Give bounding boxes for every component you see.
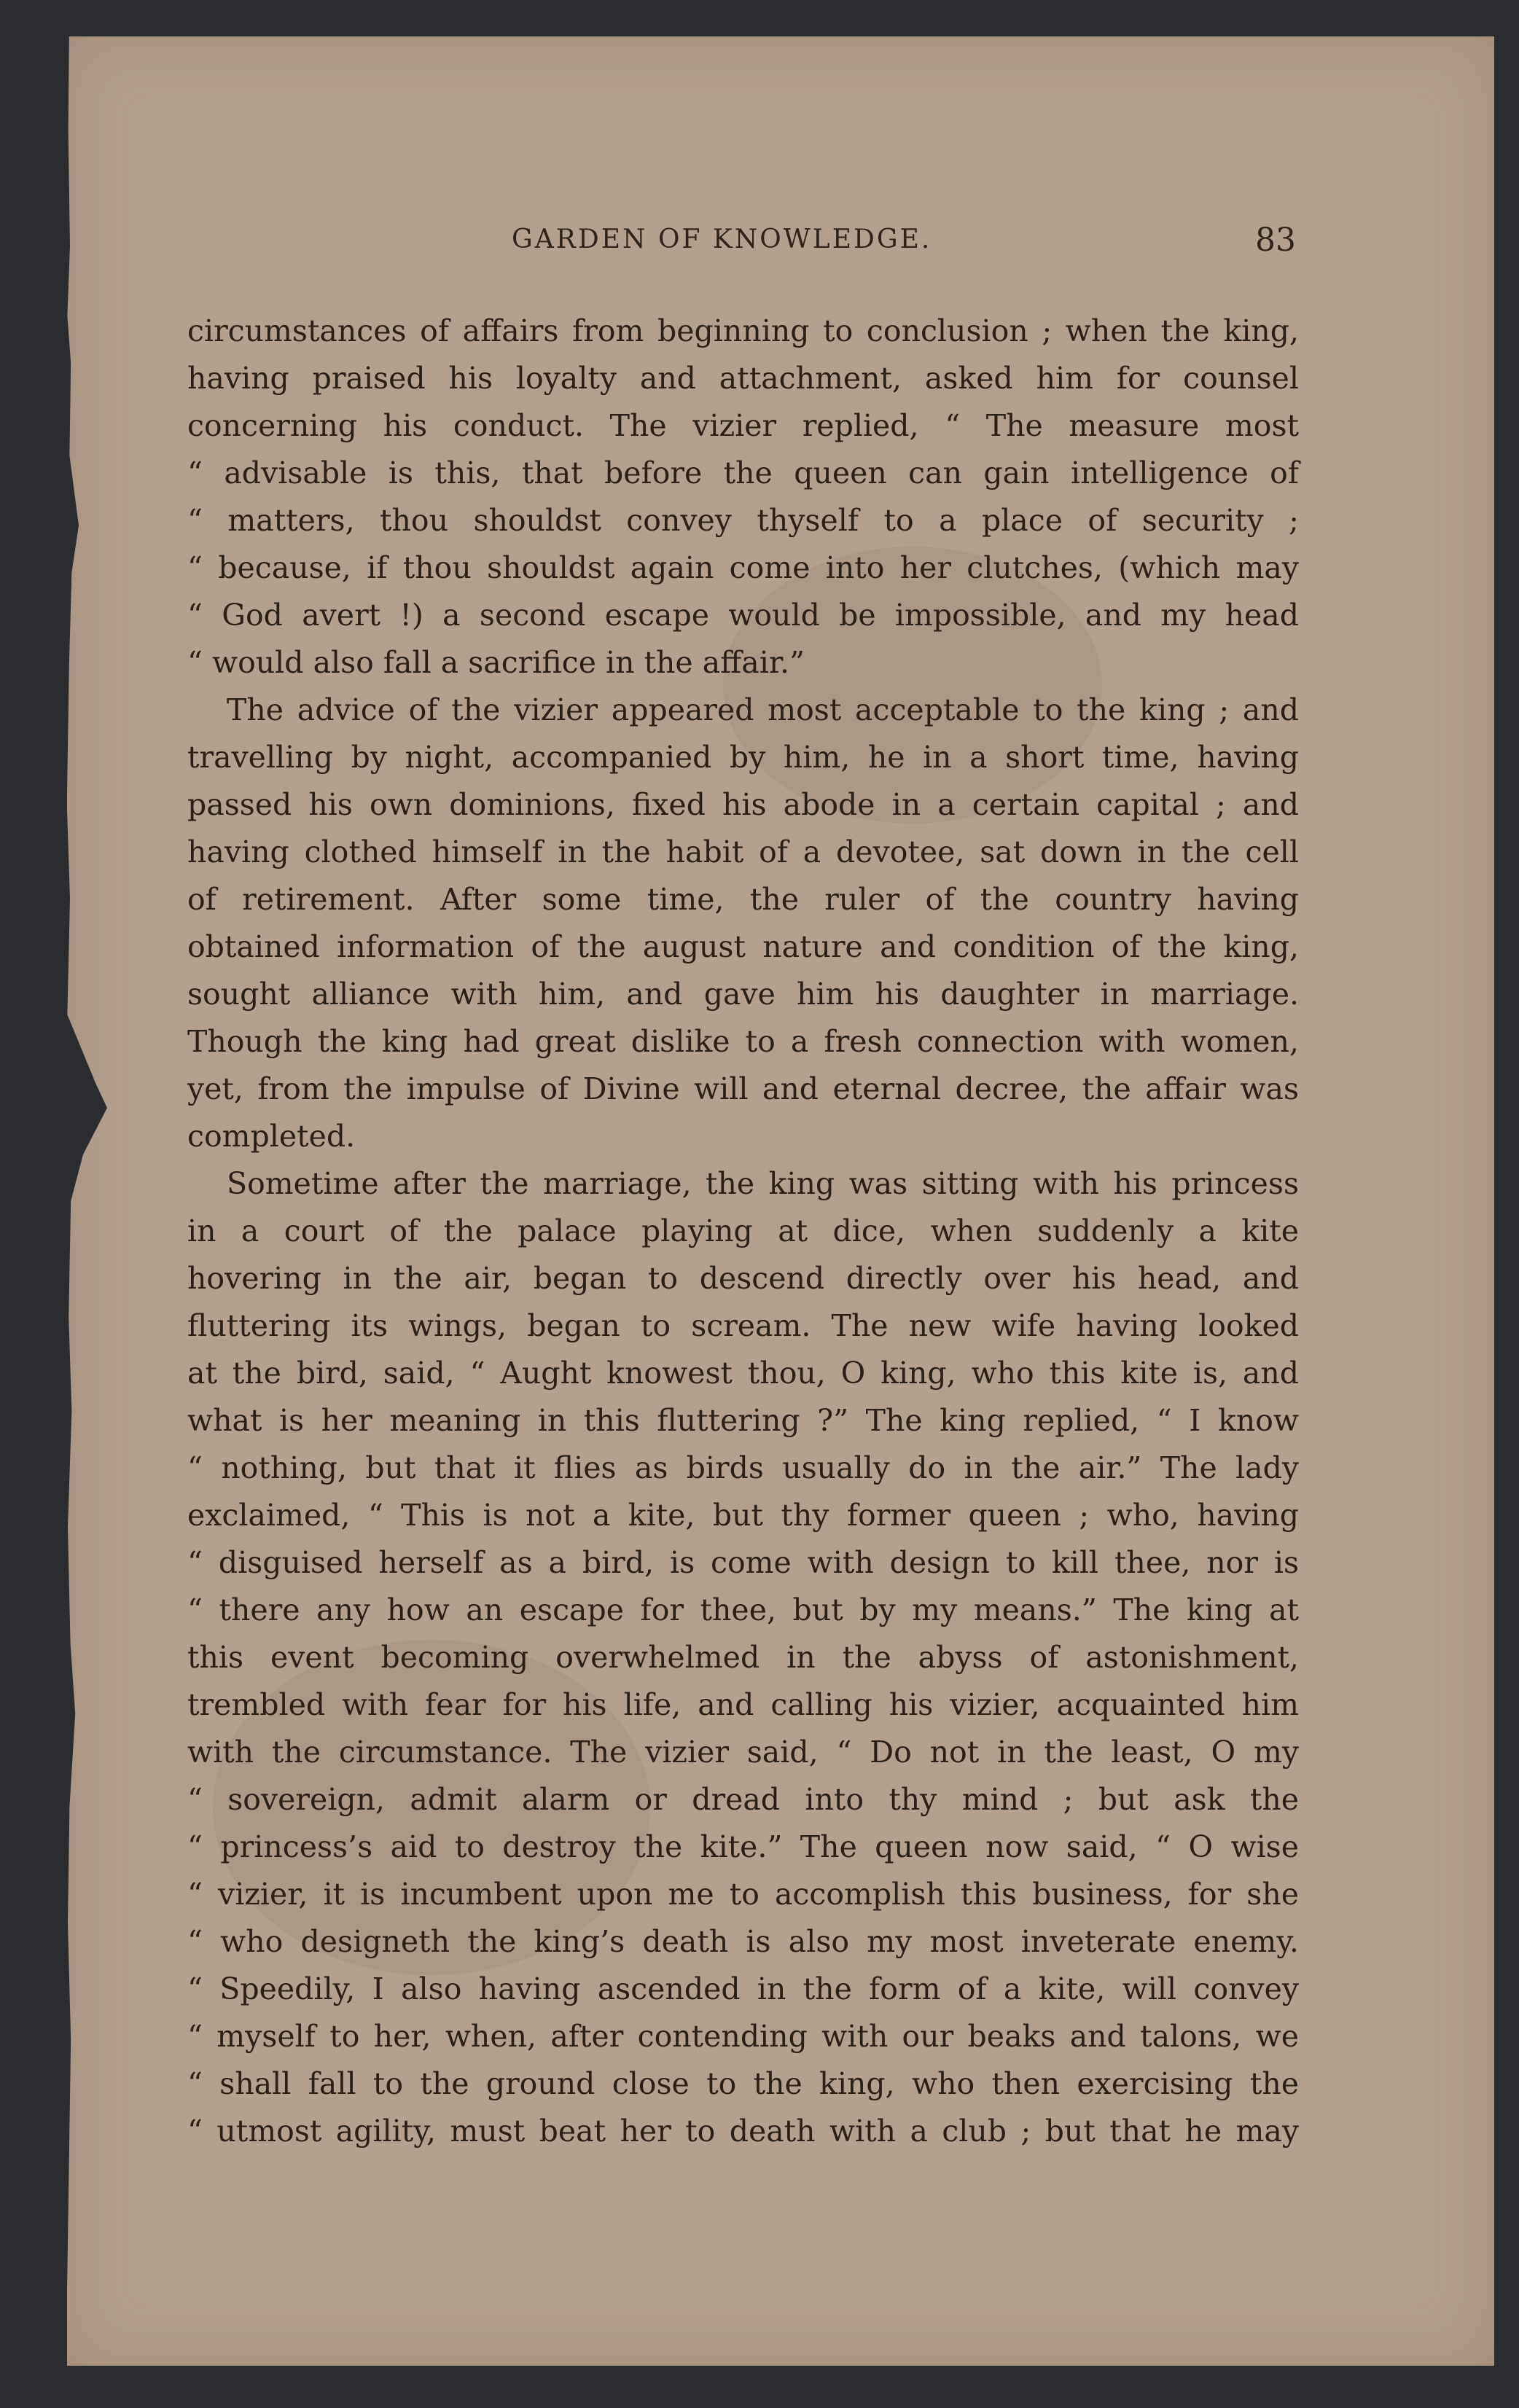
text-line: “ princess’s aid to destroy the kite.” The queen now said, “ O wise <box>187 1829 1299 1864</box>
text-line: “ God avert !) a second escape would be impossible, and my head <box>187 598 1299 633</box>
text-line: “ who designeth the king’s death is also my most inveterate enemy. <box>187 1924 1299 1959</box>
text-line: The advice of the vizier appeared most acceptable to the king ; and <box>227 692 1299 727</box>
text-line: Sometime after the marriage, the king was sitting with his princess <box>227 1166 1299 1201</box>
text-line: in a court of the palace playing at dice, when suddenly a kite <box>187 1213 1299 1248</box>
text-line: fluttering its wings, began to scream. The new wife having looked <box>187 1308 1299 1343</box>
text-line: “ matters, thou shouldst convey thyself to a place of security ; <box>187 503 1299 538</box>
text-line: “ disguised herself as a bird, is come with design to kill thee, nor is <box>187 1545 1299 1580</box>
text-line: “ myself to her, when, after contending with our beaks and talons, we <box>187 2019 1299 2054</box>
text-line: Though the king had great dislike to a fresh connection with women, <box>187 1024 1299 1059</box>
text-line: “ shall fall to the ground close to the king, who then exercising the <box>187 2066 1299 2101</box>
text-line: “ advisable is this, that before the queen can gain intelligence of <box>187 456 1299 490</box>
text-line: travelling by night, accompanied by him, he in a short time, having <box>187 740 1299 775</box>
text-line: this event becoming overwhelmed in the abyss of astonishment, <box>187 1640 1299 1675</box>
text-line: concerning his conduct. The vizier replied, “ The measure most <box>187 408 1299 443</box>
text-line: passed his own dominions, fixed his abode in a certain capital ; and <box>187 787 1299 822</box>
page-header <box>67 224 1494 275</box>
text-line: having praised his loyalty and attachment, asked him for counsel <box>187 361 1299 396</box>
text-line: at the bird, said, “ Aught knowest thou, O king, who this kite is, and <box>187 1356 1299 1391</box>
text-line: “ Speedily, I also having ascended in the form of a kite, will convey <box>187 1971 1299 2006</box>
text-line: “ utmost agility, must beat her to death with a club ; but that he may <box>187 2114 1299 2149</box>
running-head: GARDEN OF KNOWLEDGE. <box>512 224 932 254</box>
text-line: yet, from the impulse of Divine will and eternal decree, the affair was <box>187 1071 1299 1106</box>
text-line: exclaimed, “ This is not a kite, but thy former queen ; who, having <box>187 1498 1299 1533</box>
text-line: having clothed himself in the habit of a devotee, sat down in the cell <box>187 834 1299 869</box>
text-line: with the circumstance. The vizier said, “ Do not in the least, O my <box>187 1735 1299 1770</box>
text-line: “ sovereign, admit alarm or dread into thy mind ; but ask the <box>187 1782 1299 1817</box>
text-line: completed. <box>187 1119 356 1154</box>
page-number: 83 <box>1255 222 1296 259</box>
text-line: sought alliance with him, and gave him his daughter in marriage. <box>187 977 1299 1012</box>
text-line: obtained information of the august nature and condition of the king, <box>187 929 1299 964</box>
text-line: hovering in the air, began to descend directly over his head, and <box>187 1261 1299 1296</box>
body-text <box>187 308 1299 2155</box>
text-line: “ vizier, it is incumbent upon me to accomplish this business, for she <box>187 1877 1299 1912</box>
text-line: trembled with fear for his life, and calling his vizier, acquainted him <box>187 1687 1299 1722</box>
text-line: circumstances of affairs from beginning to conclusion ; when the king, <box>187 313 1299 348</box>
text-line: “ there any how an escape for thee, but by my means.” The king at <box>187 1592 1299 1627</box>
text-line: “ because, if thou shouldst again come into her clutches, (which may <box>187 550 1299 585</box>
text-line: what is her meaning in this fluttering ?” The king replied, “ I know <box>187 1403 1299 1438</box>
book-page <box>67 36 1494 2366</box>
text-line: “ nothing, but that it flies as birds usually do in the air.” The lady <box>187 1450 1299 1485</box>
text-line: “ would also fall a sacrifice in the affair.” <box>187 645 805 680</box>
text-line: of retirement. After some time, the ruler of the country having <box>187 882 1299 917</box>
